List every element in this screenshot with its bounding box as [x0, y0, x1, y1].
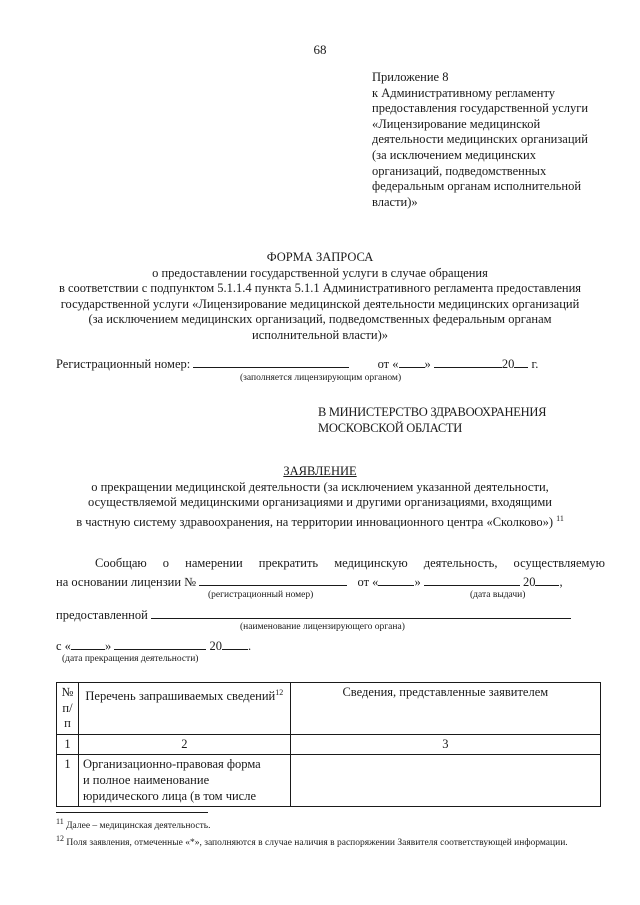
table-index-row [57, 734, 601, 755]
statement-line: о прекращении медицинской деятельности (за исключением указанной деятельности, [91, 479, 549, 494]
form-subtitle-line: государственной услуги «Лицензирование медицинской деятельности медицинских организаций [60, 296, 580, 311]
footnote-item [56, 833, 606, 850]
form-subtitle-line: (за исключением медицинских организаций, подведомственных федеральным органам [88, 312, 552, 327]
license-row [56, 573, 563, 590]
provided-row [56, 606, 571, 623]
quote-close: » [414, 575, 421, 589]
appendix-line: «Лицензирование медицинской [372, 116, 541, 131]
quote-close: » [424, 357, 431, 371]
row-num: 1 [57, 755, 79, 807]
form-subtitle-line: исполнительной власти)» [252, 327, 388, 342]
form-subtitle-line: в соответствии с подпунктом 5.1.1.4 пункта 5.1.1 Административного регламента предоставления [58, 281, 582, 296]
footnote-number: 11 [56, 817, 64, 826]
index-cell: 1 [57, 734, 79, 755]
registration-day-field[interactable] [399, 355, 425, 368]
license-label: на основании лицензии № [56, 575, 197, 589]
appendix-line: власти)» [372, 194, 418, 209]
header-list-text: Перечень запрашиваемых сведений [85, 689, 276, 704]
hint-issue-date: (дата выдачи) [470, 590, 526, 600]
body-paragraph-line: Сообщаю о намерении прекратить медицинскую деятельность, осуществляемую [95, 556, 605, 570]
license-month-field[interactable] [424, 573, 520, 586]
appendix-line: федеральным органам исполнительной [372, 179, 582, 194]
ministry-line: МОСКОВСКОЙ ОБЛАСТИ [318, 420, 462, 435]
termination-day-field[interactable] [71, 637, 105, 650]
year-prefix: 20 [522, 575, 536, 589]
appendix-block [372, 70, 632, 210]
year-prefix: 20 [209, 639, 222, 653]
row-label-line: Организационно-правовая форма [82, 757, 261, 772]
requested-info-table [56, 682, 601, 807]
appendix-line: деятельности медицинских организаций [372, 132, 588, 147]
statement-line: в частную систему здравоохранения, на территории инновационного центра «Сколково») [76, 514, 553, 529]
header-info: Сведения, представленные заявителем [290, 683, 600, 735]
registration-from-label: от « [377, 357, 399, 371]
footnote-ref: 11 [556, 513, 564, 523]
form-subtitle-line: о предоставлении государственной услуги в случае обращения [152, 265, 488, 280]
registration-month-field[interactable] [434, 355, 502, 368]
index-cell: 3 [290, 734, 600, 755]
ministry-block [318, 405, 546, 436]
footnote-text: Далее – медицинская деятельность. [66, 821, 211, 832]
hint-reg-number: (регистрационный номер) [208, 590, 314, 600]
header-list [78, 683, 290, 735]
footnote-item [56, 816, 606, 833]
footnote-divider [56, 812, 208, 813]
registration-note: (заполняется лицензирующим органом) [240, 373, 402, 383]
license-year-field[interactable] [535, 573, 559, 586]
row-value-field[interactable] [290, 755, 600, 807]
row-label [78, 755, 290, 807]
registration-row [56, 355, 538, 372]
appendix-line: предоставления государственной услуги [372, 101, 589, 116]
footnote-ref: 12 [275, 688, 284, 697]
termination-month-field[interactable] [114, 637, 206, 650]
registration-number-field[interactable] [193, 355, 349, 368]
year-prefix: 20 [501, 357, 515, 371]
row-label-line: и полное наименование [82, 772, 210, 787]
hint-authority: (наименование лицензирующего органа) [240, 622, 405, 632]
footnote-text: Поля заявления, отмеченные «*», заполняются в случае наличия в распоряжении Заявителя соответствующей информации. [66, 837, 568, 848]
index-cell: 2 [78, 734, 290, 755]
license-number-field[interactable] [199, 573, 347, 586]
ministry-line: В МИНИСТЕРСТВО ЗДРАВООХРАНЕНИЯ [318, 405, 547, 419]
row-label-line: юридического лица (в том числе [82, 788, 257, 803]
registration-label: Регистрационный номер: [56, 357, 191, 371]
statement-line: осуществляемой медицинскими организациями и другими организациями, входящими [88, 495, 552, 510]
termination-row [56, 637, 251, 654]
provided-label: предоставленной [56, 608, 148, 622]
registration-year-field[interactable] [514, 355, 528, 368]
statement-header [40, 464, 600, 531]
license-from-label: от « [357, 575, 379, 589]
termination-from-label: с « [56, 639, 71, 653]
footnotes-block [56, 816, 606, 849]
comma: , [559, 575, 563, 589]
form-title: ФОРМА ЗАПРОСА [266, 250, 374, 264]
appendix-line: к Административному регламенту [372, 85, 556, 100]
license-day-field[interactable] [378, 573, 414, 586]
appendix-line: (за исключением медицинских [372, 147, 536, 162]
appendix-line: организаций, подведомственных [372, 163, 547, 178]
table-row [57, 755, 601, 807]
statement-title: ЗАЯВЛЕНИЕ [283, 464, 357, 478]
appendix-line: Приложение 8 [372, 70, 449, 84]
header-num-top: № [61, 685, 74, 699]
header-num-bottom: п/п [62, 700, 73, 731]
termination-year-field[interactable] [222, 637, 248, 650]
quote-close: » [104, 639, 112, 653]
header-num [57, 683, 79, 735]
year-suffix: г. [531, 357, 539, 371]
period: . [247, 639, 252, 653]
table-header-row [57, 683, 601, 735]
footnote-number: 12 [56, 833, 64, 843]
licensing-authority-field[interactable] [151, 606, 571, 619]
form-header [40, 250, 600, 344]
page-number: 68 [313, 42, 327, 57]
hint-termination: (дата прекращения деятельности) [62, 654, 199, 664]
